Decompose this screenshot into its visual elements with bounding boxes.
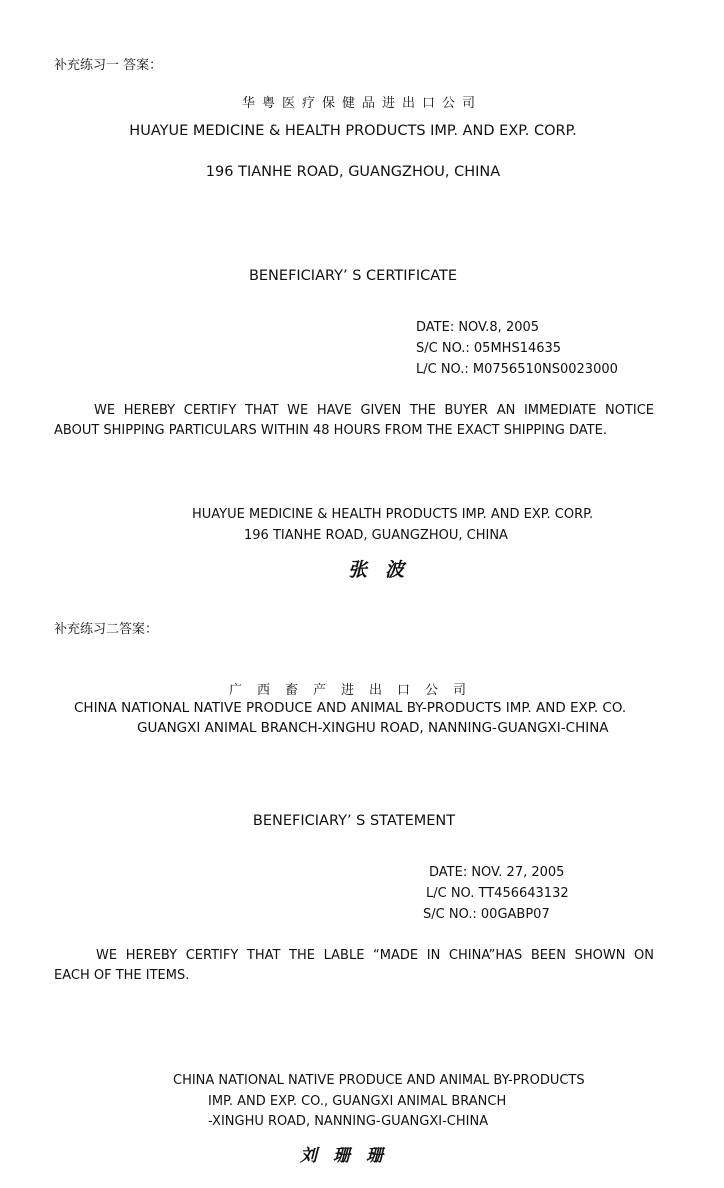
handwritten-signature: 刘珊珊: [300, 1146, 399, 1166]
letter-of-credit-number: L/C NO.: M0756510NS0023000: [416, 362, 618, 377]
company-name-english: CHINA NATIONAL NATIVE PRODUCE AND ANIMAL BY-PRODUCTS IMP. AND EXP. CO.: [74, 700, 627, 716]
document-date: DATE: NOV.8, 2005: [416, 320, 540, 335]
exercise-2-label: 补充练习二答案：: [54, 622, 159, 637]
document-date: DATE: NOV. 27, 2005: [429, 865, 565, 880]
signatory-line-3: -XINGHU ROAD, NANNING-GUANGXI-CHINA: [208, 1114, 489, 1129]
company-name-chinese: 广西畜产进出口公司: [228, 683, 481, 698]
sales-contract-number: S/C NO.: 05MHS14635: [416, 341, 562, 356]
statement-text-line-2: EACH OF THE ITEMS.: [54, 968, 190, 983]
company-name-chinese: 华粤医疗保健品进出口公司: [241, 96, 482, 111]
statement-text-line-1: WE HEREBY CERTIFY THAT THE LABLE “MADE IN CHINA”HAS BEEN SHOWN ON: [96, 948, 654, 963]
document-title: BENEFICIARY’ S CERTIFICATE: [248, 268, 458, 284]
signatory-line-1: CHINA NATIONAL NATIVE PRODUCE AND ANIMAL BY-PRODUCTS: [173, 1073, 585, 1088]
certification-text-line-1: WE HEREBY CERTIFY THAT WE HAVE GIVEN THE BUYER AN IMMEDIATE NOTICE: [94, 403, 654, 418]
company-name-english: HUAYUE MEDICINE & HEALTH PRODUCTS IMP. AND EXP. CORP.: [129, 123, 577, 139]
document-title: BENEFICIARY’ S STATEMENT: [252, 813, 456, 829]
exercise-1-label: 补充练习一 答案：: [54, 58, 163, 73]
letter-of-credit-number: L/C NO. TT456643132: [426, 886, 569, 901]
handwritten-signature: 张波: [348, 559, 423, 581]
company-branch-address: GUANGXI ANIMAL BRANCH-XINGHU ROAD, NANNING-GUANGXI-CHINA: [137, 720, 609, 736]
signatory-line-2: IMP. AND EXP. CO., GUANGXI ANIMAL BRANCH: [208, 1094, 507, 1109]
sales-contract-number: S/C NO.: 00GABP07: [423, 907, 550, 922]
signatory-address: 196 TIANHE ROAD, GUANGZHOU, CHINA: [244, 528, 508, 543]
company-address: 196 TIANHE ROAD, GUANGZHOU, CHINA: [205, 164, 501, 180]
signatory-company: HUAYUE MEDICINE & HEALTH PRODUCTS IMP. AND EXP. CORP.: [192, 507, 594, 522]
certification-text-line-2: ABOUT SHIPPING PARTICULARS WITHIN 48 HOURS FROM THE EXACT SHIPPING DATE.: [54, 423, 607, 438]
